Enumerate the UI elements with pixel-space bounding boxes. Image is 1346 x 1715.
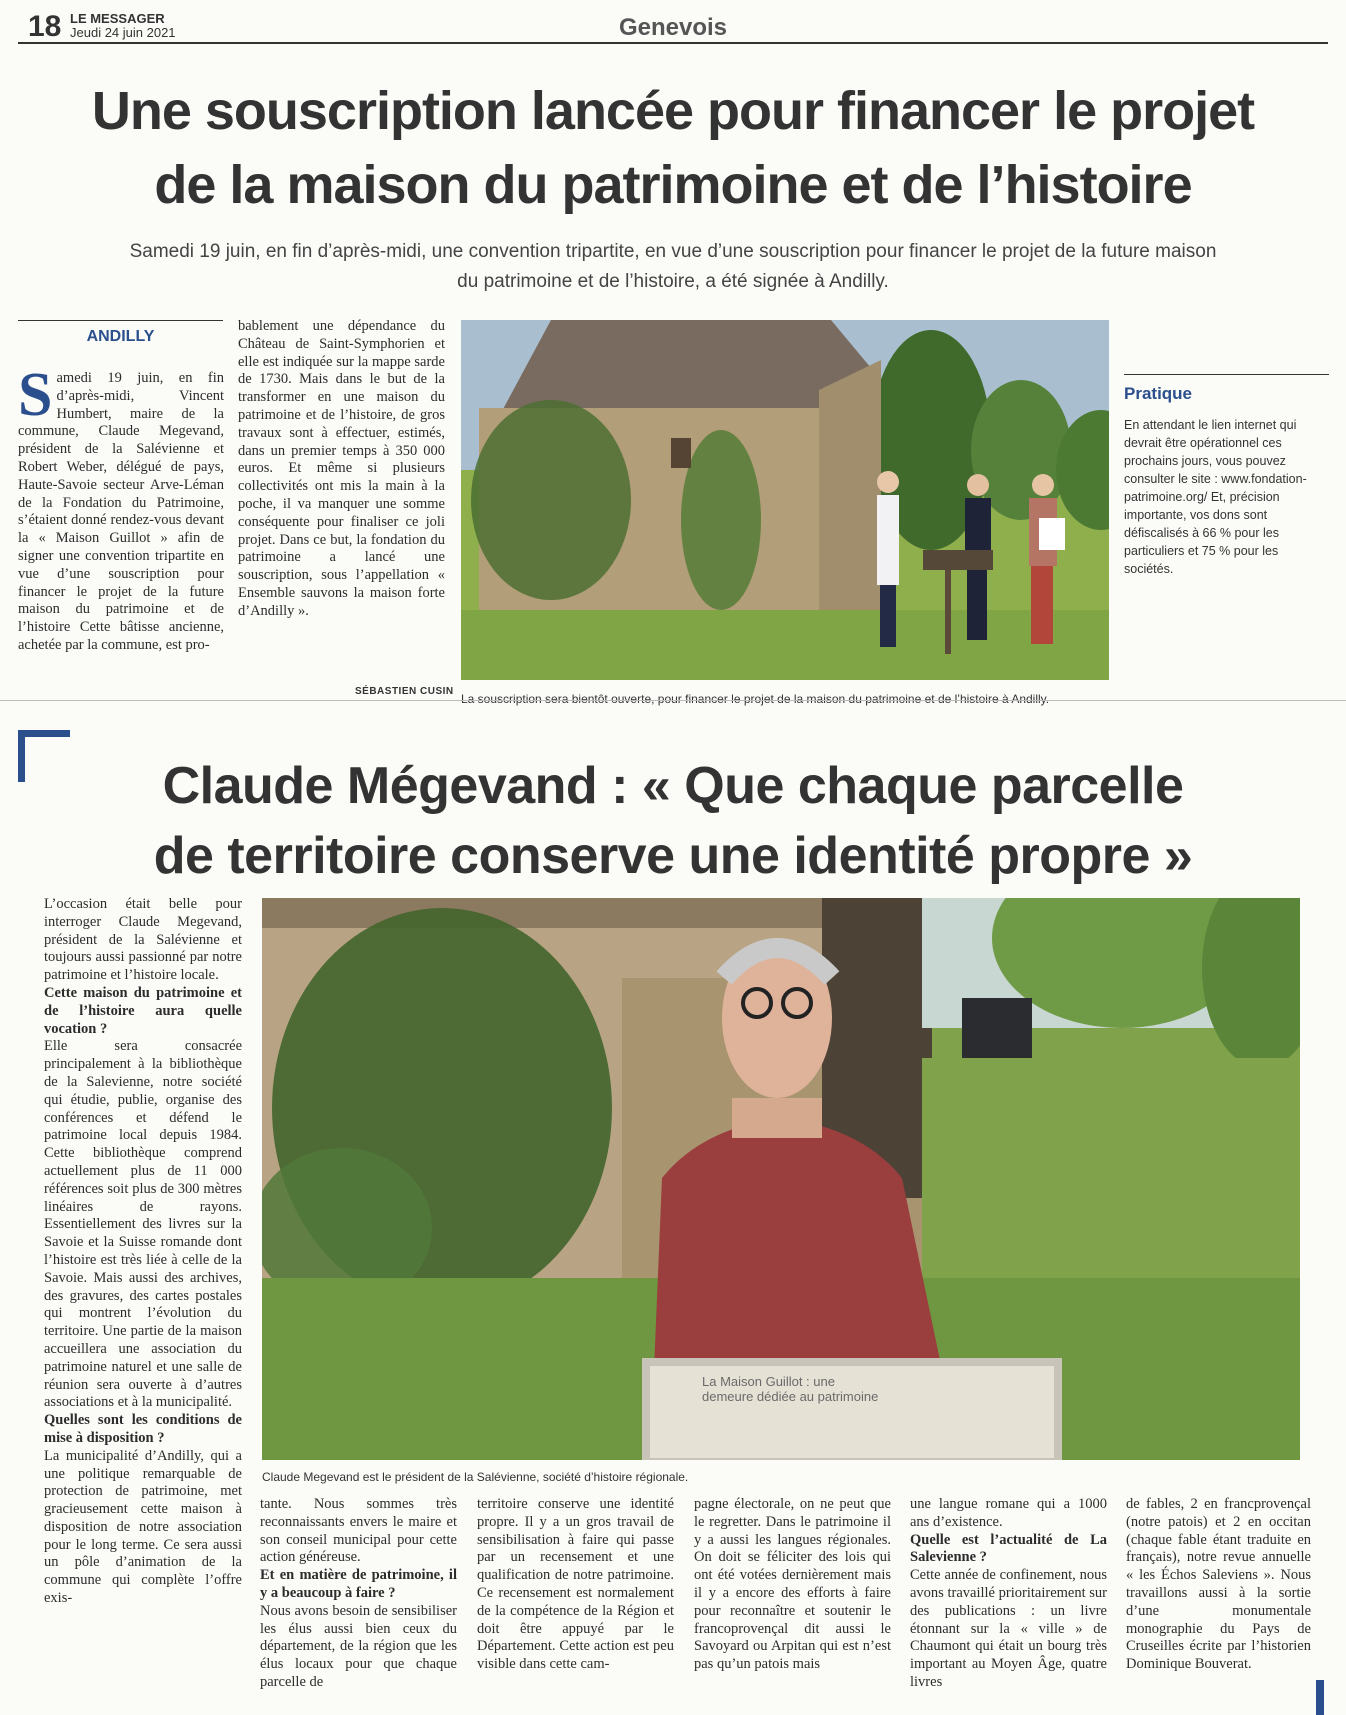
article1-chapo-line2: du patrimoine et de l’histoire, a été signée à Andilly. <box>457 271 889 292</box>
interview-answer: tante. Nous sommes très reconnaissants envers le maire et son conseil municipal pour cette action généreuse. <box>260 1496 457 1566</box>
interview-answer: une langue romane qui a 1000 ans d’existence. <box>910 1496 1107 1530</box>
interview-answer: Nous avons besoin de sensibiliser les élus aussi bien ceux du département, de la région que les élus locaux pour que chaque parcelle de <box>260 1602 457 1690</box>
photo-credit: SÉBASTIEN CUSIN <box>355 686 454 697</box>
dropcap: S <box>18 370 53 429</box>
sign-text-line2: demeure dédiée au patrimoine <box>702 1389 879 1404</box>
article1-column1 <box>18 370 224 700</box>
pratique-text: En attendant le lien internet qui devrait être opérationnel ces prochains jours, vous pouvez consulter le site : www.fondation-patrimoine.org/ Et, précision importante, vos dons sont défiscalisés à 66 % pour les particuliers et 75 % pour les sociétés. <box>1124 418 1307 576</box>
article2-column1 <box>44 896 242 1715</box>
interview-answer: Cette année de confinement, nous avons travaillé prioritairement sur des publications : un livre étonnant sur la « ville » de Chaumont qui était un bourg très important au Moyen Âge, quatre livres <box>910 1567 1107 1690</box>
article2-title-line2: de territoire conserve une identité propre » <box>153 827 1193 885</box>
article2-title-line1: Claude Mégevand : « Que chaque parcelle <box>162 757 1184 815</box>
article2-column4: pagne électorale, on ne peut que le regretter. Dans le patrimoine il y a aussi les langues régionales. On doit se féliciter des lois qui ont été votées dernièrement mais il y a encore des efforts à faire pour reconnaître et soutenir le francoprovençal dit aussi le Savoyard ou Arpitan qui est n’est pas qu’un patois mais <box>694 1496 891 1673</box>
article1-col1-text: amedi 19 juin, en fin d’après-midi, Vincent Humbert, maire de la commune, Claude Megevand, président de la Salévienne et Robert Weber, délégué de pays, Haute-Savoie secteur Arve-Léman de la Fondation du Patrimoine, s’étaient donné rendez-vous devant la « Maison Guillot » afin de signer une convention tripartite en vue d’une souscription pour financer le projet de la future maison du patrimoine et de l’histoire Cette bâtisse ancienne, achetée par la commune, est pro- <box>18 370 224 653</box>
interview-question: Cette maison du patrimoine et de l’histoire aura quelle vocation ? <box>44 984 242 1037</box>
interview-answer: La municipalité d’Andilly, qui a une politique remarquable de protection de patrimoine, met gracieusement cette maison à disposition de notre association pour le long terme. Ce sera aussi un pôle d’animation de la commune qui complète l’offre exis- <box>44 1447 242 1607</box>
divider <box>1124 374 1329 375</box>
megevand-portrait-photo <box>262 898 1300 1460</box>
section-separator <box>0 700 1346 701</box>
divider <box>18 320 223 321</box>
article1-title-line2: de la maison du patrimoine et de l’histoire <box>154 155 1192 215</box>
corner-decoration <box>1316 1680 1324 1715</box>
interview-answer: Elle sera consacrée principalement à la bibliothèque de la Salevienne, notre société qui étudie, publie, organise des conférences et défend le patrimoine local depuis 1984. Cette bibliothèque comprend actuellement plus de 11 000 références soit plus de 300 mètres linéaires de rayons. Essentiellement des livres sur la Savoie et la Suisse romande dont l’histoire est très liée à celle de la Savoie. Mais aussi des archives, des gravures, des cartes postales qui montrent l’évolution du territoire. Une partie de la maison accueillera une association du patrimoine naturel et une salle de réunion sera ouverte à d’autres associations et à la municipalité. <box>44 1038 242 1411</box>
article2-photo-caption: Claude Megevand est le président de la Salévienne, société d’histoire régionale. <box>262 1470 689 1484</box>
article1-title-line1: Une souscription lancée pour financer le projet <box>91 81 1255 141</box>
article1-column2: bablement une dépendance du Château de Saint-Symphorien et elle est indiquée sur la mappe sarde de 1730. Mais dans le but de la transformer en une maison du patrimoine et de l’histoire, de gros travaux sont à effectuer, estimés, dans un premier temps à 350 000 euros. Et même si plusieurs collectivités ont mis la main à la poche, il va manquer une somme conséquente pour finaliser ce joli projet. Dans ce but, la fondation du patrimoine a lancé une souscription, sous l’appellation « Ensemble sauvons la maison forte d’Andilly ». <box>238 318 445 619</box>
interview-question: Quelles sont les conditions de mise à disposition ? <box>44 1412 242 1446</box>
interview-question: Quelle est l’actualité de La Salevienne ? <box>910 1531 1107 1566</box>
article2-column3: territoire conserve une identité propre. Il y a un gros travail de sensibilisation à faire qui passe par un recensement et une qualification de notre patrimoine. Ce recensement est normalement de la compétence de la Région et doit être appuyé par le Département. Cette action est peu visible dans cette cam- <box>477 1496 674 1673</box>
pratique-title: Pratique <box>1124 384 1193 403</box>
section-name: Genevois <box>618 14 728 41</box>
sign-text-line1: La Maison Guillot : une <box>702 1374 835 1389</box>
sign-text <box>702 1374 878 1404</box>
article2-column5 <box>910 1496 1107 1715</box>
article1-chapo-line1: Samedi 19 juin, en fin d’après-midi, une convention tripartite, en vue d’une souscription pour financer le projet de la future maison <box>129 241 1217 262</box>
andilly-house-photo <box>461 320 1109 680</box>
issue-date: Jeudi 24 juin 2021 <box>70 25 176 40</box>
article2-column6: de fables, 2 en francprovençal (notre patois) et 2 en occitan (chaque fable étant traduite en français), notre revue annuelle « les Échos Saleviens ». Nous travaillons aussi à la sortie d’une monumentale monographie du Pays de Cruseilles écrite par l’historien Dominique Bouverat. <box>1126 1496 1311 1673</box>
interview-question: Et en matière de patrimoine, il y a beaucoup à faire ? <box>260 1567 457 1601</box>
article2-column2 <box>260 1496 457 1715</box>
article1-locale: ANDILLY <box>86 328 155 345</box>
page-number: 18 <box>28 10 62 43</box>
article1-photo-caption: La souscription sera bientôt ouverte, pour financer le projet de la maison du patrimoine et de l’histoire à Andilly. <box>461 692 1050 706</box>
page-header <box>18 8 1328 44</box>
interview-intro: L’occasion était belle pour interroger Claude Megevand, président de la Salévienne et toujours aussi passionné par notre patrimoine et l’histoire locale. <box>44 896 242 984</box>
newspaper-name: LE MESSAGER <box>70 11 165 26</box>
